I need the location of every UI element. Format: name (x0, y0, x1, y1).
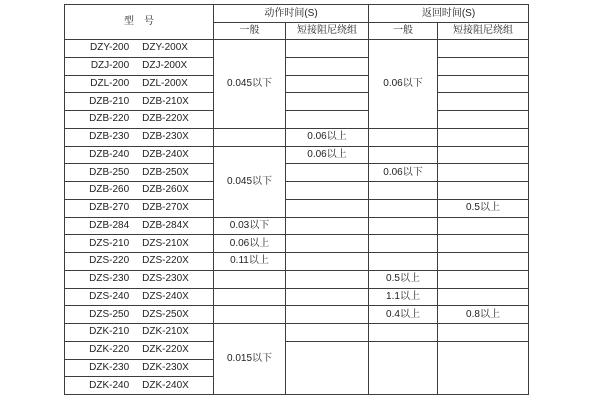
model-pair (65, 274, 213, 284)
model-label: DZS-240X (142, 290, 189, 302)
model-label: DZB-270 (89, 202, 130, 214)
model-label: DZB-240 (89, 148, 130, 160)
model-label: DZK-230 (89, 361, 130, 373)
model-label: DZL-200 (90, 77, 130, 89)
value-cell (438, 93, 529, 111)
value-cell (369, 182, 438, 200)
header-return-time: 返回时间(S) (369, 5, 529, 23)
table-row (65, 217, 529, 235)
model-cell (65, 324, 214, 342)
value-cell (438, 128, 529, 146)
value-cell: 0.03以下 (214, 217, 286, 235)
model-label: DZS-220 (89, 255, 130, 267)
value-cell: 0.06以上 (286, 128, 369, 146)
spec-table (64, 4, 529, 395)
table-row (65, 57, 529, 75)
model-label: DZB-220 (89, 113, 130, 125)
value-cell: 0.8以上 (438, 306, 529, 324)
table-row (65, 75, 529, 93)
model-label: DZY-200 (90, 42, 130, 54)
value-cell (438, 288, 529, 306)
value-cell (369, 128, 438, 146)
model-pair (65, 221, 213, 231)
header-action-damped: 短接阻尼绕组 (286, 23, 369, 40)
model-cell (65, 253, 214, 271)
value-cell (369, 341, 438, 394)
model-label: DZK-240 (89, 379, 130, 391)
model-label: DZK-220 (89, 344, 130, 356)
header-return-damped: 短接阻尼绕组 (438, 23, 529, 40)
model-pair (65, 292, 213, 302)
value-cell (438, 40, 529, 58)
model-cell (65, 40, 214, 58)
model-label: DZS-250X (142, 308, 189, 320)
value-cell (286, 253, 369, 271)
model-label: DZK-210 (89, 326, 130, 338)
model-label: DZB-220X (142, 113, 189, 125)
model-label: DZK-220X (142, 344, 189, 356)
table-row (65, 182, 529, 200)
model-label: DZB-230 (89, 131, 130, 143)
table-row (65, 93, 529, 111)
model-pair (65, 345, 213, 355)
value-cell (286, 306, 369, 324)
model-pair (65, 132, 213, 142)
header-action-general: 一般 (214, 23, 286, 40)
model-label: DZY-200X (142, 42, 188, 54)
model-label: DZB-210 (89, 95, 130, 107)
model-pair (65, 203, 213, 213)
value-cell (286, 270, 369, 288)
model-pair (65, 114, 213, 124)
value-cell (438, 111, 529, 129)
table-row (65, 128, 529, 146)
value-cell (438, 341, 529, 394)
value-cell (286, 235, 369, 253)
table-row (65, 288, 529, 306)
value-cell: 0.06以上 (286, 146, 369, 164)
model-cell (65, 288, 214, 306)
value-cell: 0.5以上 (438, 199, 529, 217)
model-label: DZB-250 (89, 166, 130, 178)
model-pair (65, 61, 213, 71)
value-cell: 1.1以上 (369, 288, 438, 306)
value-cell (286, 111, 369, 129)
value-cell (286, 164, 369, 182)
table-header (65, 5, 529, 40)
model-label: DZS-210X (142, 237, 189, 249)
model-cell (65, 359, 214, 377)
model-pair (65, 363, 213, 373)
model-cell (65, 377, 214, 395)
value-cell: 0.015以下 (214, 324, 286, 395)
model-label: DZK-230X (142, 361, 189, 373)
table-body (65, 40, 529, 395)
table-row (65, 111, 529, 129)
value-cell (438, 235, 529, 253)
table-row (65, 306, 529, 324)
model-pair (65, 97, 213, 107)
model-cell (65, 199, 214, 217)
value-cell (286, 288, 369, 306)
model-cell (65, 128, 214, 146)
model-label: DZB-240X (142, 148, 189, 160)
table-row (65, 199, 529, 217)
value-cell: 0.045以下 (214, 146, 286, 217)
model-pair (65, 239, 213, 249)
value-cell (438, 253, 529, 271)
model-label: DZB-260 (89, 184, 130, 196)
model-label: DZS-230 (89, 273, 130, 285)
model-cell (65, 306, 214, 324)
model-pair (65, 381, 213, 391)
value-cell (286, 40, 369, 58)
model-label: DZB-210X (142, 95, 189, 107)
model-cell (65, 182, 214, 200)
model-label: DZB-250X (142, 166, 189, 178)
table-row (65, 324, 529, 342)
header-return-general: 一般 (369, 23, 438, 40)
model-pair (65, 256, 213, 266)
model-cell (65, 341, 214, 359)
table-row (65, 164, 529, 182)
model-label: DZJ-200X (142, 60, 188, 72)
model-label: DZS-210 (89, 237, 130, 249)
model-label: DZB-230X (142, 131, 189, 143)
model-cell (65, 75, 214, 93)
header-row-groups (65, 5, 529, 23)
value-cell (438, 270, 529, 288)
model-pair (65, 168, 213, 178)
table-row (65, 341, 529, 359)
model-label: DZB-270X (142, 202, 189, 214)
value-cell (369, 235, 438, 253)
value-cell (286, 75, 369, 93)
value-cell (286, 341, 369, 394)
model-label: DZB-284X (142, 219, 189, 231)
model-pair (65, 79, 213, 89)
table-row (65, 253, 529, 271)
table-row (65, 40, 529, 58)
value-cell (214, 288, 286, 306)
header-model: 型 号 (65, 5, 214, 40)
value-cell: 0.4以上 (369, 306, 438, 324)
table-row (65, 146, 529, 164)
model-cell (65, 93, 214, 111)
model-cell (65, 146, 214, 164)
model-pair (65, 150, 213, 160)
model-label: DZS-230X (142, 273, 189, 285)
value-cell (214, 128, 286, 146)
value-cell: 0.11以上 (214, 253, 286, 271)
value-cell (438, 146, 529, 164)
value-cell (438, 217, 529, 235)
value-cell (438, 164, 529, 182)
value-cell: 0.5以上 (369, 270, 438, 288)
value-cell (369, 324, 438, 342)
value-cell (369, 199, 438, 217)
model-cell (65, 217, 214, 235)
value-cell: 0.045以下 (214, 40, 286, 129)
model-label: DZS-240 (89, 290, 130, 302)
model-label: DZJ-200 (90, 60, 130, 72)
model-cell (65, 164, 214, 182)
model-cell (65, 235, 214, 253)
model-label: DZS-250 (89, 308, 130, 320)
model-pair (65, 185, 213, 195)
spec-table-container (64, 4, 529, 395)
value-cell (286, 57, 369, 75)
table-row (65, 270, 529, 288)
value-cell (286, 199, 369, 217)
model-cell (65, 111, 214, 129)
model-label: DZK-240X (142, 379, 189, 391)
model-pair (65, 327, 213, 337)
model-label: DZB-284 (89, 219, 130, 231)
model-label: DZS-220X (142, 255, 189, 267)
value-cell: 0.06以上 (214, 235, 286, 253)
value-cell (369, 217, 438, 235)
value-cell (438, 75, 529, 93)
value-cell (214, 306, 286, 324)
value-cell (286, 217, 369, 235)
value-cell (286, 93, 369, 111)
model-cell (65, 57, 214, 75)
table-row (65, 235, 529, 253)
value-cell: 0.06以下 (369, 40, 438, 129)
value-cell (286, 324, 369, 342)
model-label: DZK-210X (142, 326, 189, 338)
value-cell (369, 253, 438, 271)
value-cell (214, 270, 286, 288)
model-label: DZB-260X (142, 184, 189, 196)
model-pair (65, 43, 213, 53)
model-label: DZL-200X (142, 77, 188, 89)
value-cell (369, 146, 438, 164)
value-cell (438, 182, 529, 200)
value-cell: 0.06以下 (369, 164, 438, 182)
header-action-time: 动作时间(S) (214, 5, 369, 23)
value-cell (438, 324, 529, 342)
value-cell (438, 57, 529, 75)
value-cell (286, 182, 369, 200)
model-cell (65, 270, 214, 288)
model-pair (65, 310, 213, 320)
